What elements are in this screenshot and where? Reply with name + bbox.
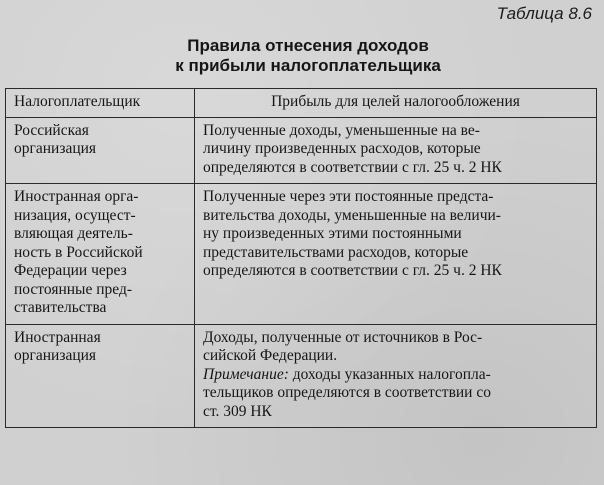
table-row <box>6 184 597 325</box>
cell-line: низация, осущест- <box>14 206 136 224</box>
taxpayer-cell <box>6 184 195 325</box>
profit-cell <box>195 324 597 428</box>
cell-line: Полученные доходы, уменьшенные на ве- <box>203 121 480 139</box>
cell-line: ность в Российской <box>14 243 143 261</box>
rules-table <box>5 88 597 428</box>
cell-line: определяются в соответствии с гл. 25 ч. 2 НК <box>203 158 502 176</box>
cell-line: тельщиков определяются в соответствии со <box>203 384 491 401</box>
cell-line: постоянные пред- <box>14 280 132 298</box>
note-label: Примечание: <box>203 365 289 383</box>
cell-line: Иностранная орга- <box>14 188 139 205</box>
table-row <box>6 324 597 428</box>
cell-line: ну произведенных этими постоянными <box>203 225 462 242</box>
cell-line: сийской Федерации. <box>203 347 338 364</box>
profit-cell <box>195 117 597 184</box>
cell-line: ст. 309 НК <box>203 402 272 420</box>
cell-line: организация <box>14 140 97 157</box>
cell-line: Российская <box>14 121 89 139</box>
cell-line: ставительства <box>14 299 107 316</box>
header-profit: Прибыль для целей налогообложения <box>195 89 597 118</box>
table-number: Таблица 8.6 <box>496 4 592 23</box>
taxpayer-cell <box>6 117 195 184</box>
cell-line: Иностранная <box>14 328 101 346</box>
cell-line: Федерации через <box>14 262 127 279</box>
cell-line: определяются в соответствии с гл. 25 ч. 2 НК <box>203 262 502 279</box>
profit-cell <box>195 184 597 325</box>
cell-line: Доходы, полученные от источников в Рос- <box>203 328 483 346</box>
table-title <box>0 36 604 76</box>
cell-line: вляющая деятель- <box>14 225 133 242</box>
taxpayer-cell <box>6 324 195 428</box>
note-line <box>203 366 588 385</box>
table-header-row <box>6 89 597 118</box>
table-row <box>6 117 597 184</box>
header-taxpayer: Налогоплательщик <box>6 89 195 118</box>
title-line: к прибыли налогоплательщика <box>175 56 441 75</box>
cell-line: личину произведенных расходов, которые <box>203 140 481 157</box>
title-line: Правила отнесения доходов <box>187 36 429 55</box>
cell-line: представительствами расходов, которые <box>203 243 469 261</box>
cell-line: организация <box>14 347 97 364</box>
cell-line: Полученные через эти постоянные предста- <box>203 188 494 205</box>
note-text: доходы указанных налогопла- <box>288 365 491 383</box>
cell-line: вительства доходы, уменьшенные на величи- <box>203 206 501 224</box>
